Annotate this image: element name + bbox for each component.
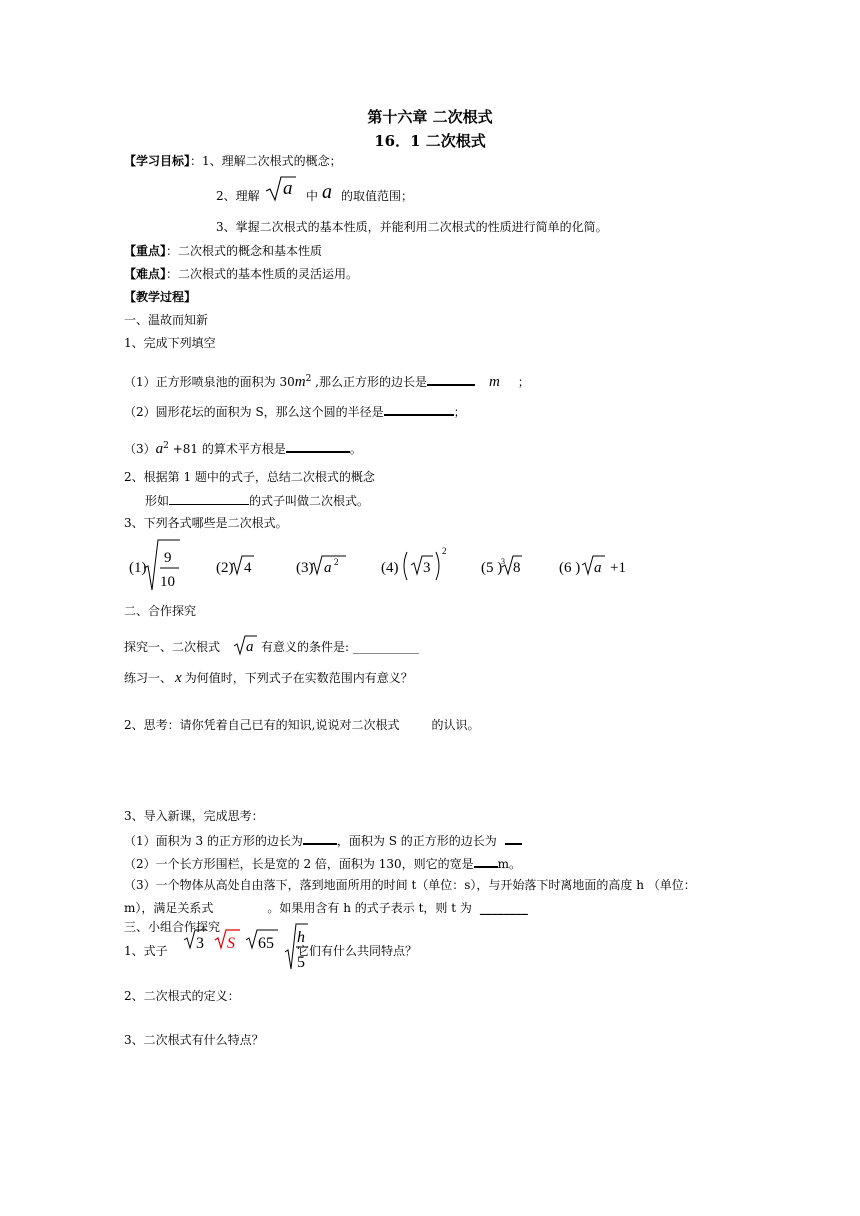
objectives-label: 【学习目标】 [124,154,191,168]
expr4-left-paren [404,552,407,580]
q3-2-blank[interactable] [474,855,498,868]
objective-1: ：1、理解二次根式的概念； [190,154,342,168]
expr3-var: a [324,560,332,576]
q1-3-end: 。 [349,442,362,456]
q3-2-b: m。 [497,857,522,871]
q2-suffix: 的式子叫做二次根式。 [249,494,370,508]
explore1-prefix: 探究一、二次根式 [124,640,221,654]
expr1-label: (1) [129,560,147,576]
p3-r2: S [227,935,235,952]
q1-1-prefix: （1）正方形喷泉池的面积为 30 [124,375,295,389]
key-point-text: ：二次根式的概念和基本性质 [166,244,323,258]
part3-heading: 三、小组合作探究 [124,920,221,934]
q1-1-unit2: m [488,374,500,390]
part1-q2: 2、根据第 1 题中的式子，总结二次根式的概念 [124,470,375,484]
practice1-var: x [175,670,182,686]
difficulty-text: ：二次根式的基本性质的灵活运用。 [166,267,359,281]
q3-3-blank[interactable]: ________ [479,901,528,915]
sqrt-a-formula [264,174,298,202]
q3-1-blank-1[interactable] [303,832,337,845]
explore1-suffix: 有意义的条件是: ___________ [261,640,419,654]
q1-1-exp: 2 [305,374,312,384]
expr6-label: (6 ) [559,560,581,576]
expr5-rad: 8 [513,560,521,576]
objective-line-2 [216,189,260,203]
difficulty-line [124,267,358,281]
sqrt-a-var: a [283,178,293,199]
p3-5: 5 [297,954,305,971]
section-title: 16．1 二次根式 [374,132,486,150]
expr1-num: 9 [164,550,172,566]
practice1-prefix: 练习一、 [124,671,173,685]
think2-prefix: 2、思考：请你凭着自己已有的知识,说说对二次根式 [124,718,400,732]
difficulty-label: 【难点】 [124,267,167,281]
think2-suffix: 的认识。 [431,718,480,732]
expr6-tail: +1 [610,560,626,576]
practice1-suffix: 为何值时，下列式子在实数范围内有意义？ [184,671,413,685]
q3-1-b: ，面积为 S 的正方形的边长为 [336,834,497,848]
explore1-var: a [246,639,254,655]
p3-h: h [297,929,305,946]
q1-1-mid: ,那么正方形的边长是 [311,375,427,389]
q3-3-b2: 。如果用含有 h 的式子表示 t，则 t 为 [267,901,472,915]
q1-3-blank[interactable] [286,440,350,453]
objective-2-mid: 中 [306,189,319,203]
expr1-den: 10 [160,574,175,590]
part1-q1-2 [124,403,466,419]
q1-1-end: ； [517,375,530,389]
objective-line-1 [124,154,342,168]
q1-2-end: ； [453,405,466,419]
p3-r3: 65 [258,935,274,952]
objective-2-prefix: 2、理解 [216,189,260,203]
chapter-title: 第十六章 二次根式 [367,108,493,126]
expr2-rad: 4 [244,560,252,576]
q1-3-prefix: （3） [124,442,156,456]
part2-q3-3a: （3）一个物体从高处自由落下，落到地面所用的时间 t（单位：s），与开始落下时离地面的高度 h （单位： [124,878,696,892]
expr4-right-paren [436,552,439,580]
key-point-line [124,244,322,258]
q1-3-exp: 2 [163,441,169,451]
practice1 [124,671,413,685]
part2-q3-3b [124,901,528,915]
q2-prefix: 形如 [145,494,170,508]
q3-1-blank-2[interactable] [505,832,522,845]
part1-heading: 一、温故而知新 [124,313,209,327]
part3-q1-suffix: 它们有什么共同特点？ [297,944,418,958]
objective-2-var: a [322,181,332,203]
part3-q1-prefix: 1、式子 [124,944,168,958]
process-label: 【教学过程】 [124,290,197,304]
think2 [124,718,479,732]
q3-3-b1: m），满足关系式 [124,901,214,915]
objective-3: 3、掌握二次根式的基本性质，并能利用二次根式的性质进行简单的化简。 [216,220,608,234]
key-point-label: 【重点】 [124,244,167,258]
q1-2-prefix: （2）圆形花坛的面积为 S，那么这个圆的半径是 [124,405,384,419]
q1-3-mid: +81 的算术平方根是 [168,442,286,456]
expr4-label: (4) [381,560,399,576]
expr5-label: (5 ) [481,560,503,576]
q1-2-blank[interactable] [384,403,454,416]
q3-1-a: （1）面积为 3 的正方形的边长为 [124,834,303,848]
expr2-label: (2) [216,560,234,576]
part1-q1-1 [124,372,530,389]
radical-expressions [124,538,644,594]
part3-q3: 3、二次根式有什么特点？ [124,1033,264,1047]
part2-q3-2 [124,855,521,871]
expr3-label: (3) [296,560,314,576]
q1-1-blank[interactable] [427,373,475,386]
p3-r1: 3 [196,935,204,952]
q3-2-a: （2）一个长方形围栏，长是宽的 2 倍，面积为 130，则它的宽是 [124,857,474,871]
part2-q3: 3、导入新课，完成思考： [124,809,264,823]
expr6-var: a [594,560,602,576]
q2-blank[interactable] [169,493,249,505]
q1-1-unit: m [294,374,306,390]
part2-q3-1 [124,832,522,848]
q1-3-var: a [155,441,164,457]
expr5-index: 3 [501,557,505,566]
expr3-exp: 2 [334,557,339,567]
part2-heading: 二、合作探究 [124,604,197,618]
expr4-exp: 2 [442,546,447,556]
part1-q3: 3、下列各式哪些是二次根式。 [124,516,288,530]
part1-q2-line [145,493,369,508]
part1-q1: 1、完成下列填空 [124,336,216,350]
explore1-sqrt-a [233,634,259,656]
objective-2-suffix: 的取值范围； [341,189,414,203]
expr4-rad: 3 [423,560,431,576]
part1-q1-3 [124,439,362,456]
part3-q2: 2、二次根式的定义： [124,989,240,1003]
